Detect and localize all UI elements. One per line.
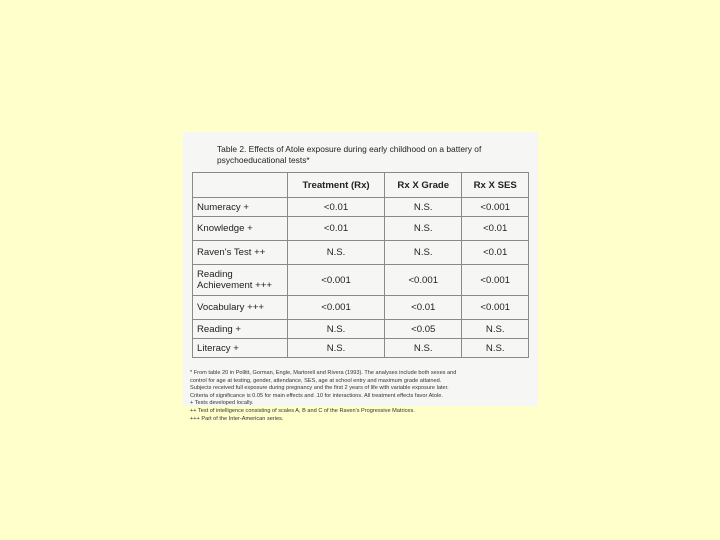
caption-line-1: Table 2. Effects of Atole exposure during early childhood on a battery of <box>217 144 482 154</box>
footnote-line: +++ Part of the Inter-American series. <box>190 415 284 422</box>
table-row <box>193 198 529 217</box>
table-row <box>193 241 529 265</box>
treatment-value: N.S. <box>288 339 385 358</box>
caption-line-2: psychoeducational tests* <box>217 155 310 165</box>
header-empty <box>193 173 288 198</box>
header-rx-ses: Rx X SES <box>462 173 529 198</box>
table-row <box>193 320 529 339</box>
footnote-line: + Tests developed locally. <box>190 400 254 407</box>
results-table <box>192 172 529 358</box>
row-label: Literacy + <box>193 339 288 358</box>
ses-value: <0.001 <box>462 198 529 217</box>
table-image <box>183 132 538 422</box>
treatment-value: N.S. <box>288 241 385 265</box>
ses-value: <0.001 <box>462 296 529 320</box>
table-caption <box>217 144 535 166</box>
ses-value: <0.01 <box>462 217 529 241</box>
grade-value: <0.05 <box>385 320 462 339</box>
ses-value: N.S. <box>462 339 529 358</box>
ses-value: <0.001 <box>462 265 529 296</box>
header-row <box>193 173 529 198</box>
treatment-value: N.S. <box>288 320 385 339</box>
table-row <box>193 217 529 241</box>
row-label: Numeracy + <box>193 198 288 217</box>
treatment-value: <0.01 <box>288 217 385 241</box>
ses-value: <0.01 <box>462 241 529 265</box>
grade-value: <0.01 <box>385 296 462 320</box>
grade-value: <0.001 <box>385 265 462 296</box>
footnote-line: control for age at testing, gender, attendance, SES, age at school entry and maximum grade attained. <box>190 377 442 384</box>
treatment-value: <0.001 <box>288 296 385 320</box>
row-label: Vocabulary +++ <box>193 296 288 320</box>
treatment-value: <0.001 <box>288 265 385 296</box>
table-row <box>193 339 529 358</box>
grade-value: N.S. <box>385 217 462 241</box>
header-rx-grade: Rx X Grade <box>385 173 462 198</box>
treatment-value: <0.01 <box>288 198 385 217</box>
footnote-line: Criteria of significance is 0.05 for main effects and .10 for interactions. All treatment effects favor Atole. <box>190 392 443 399</box>
header-treatment: Treatment (Rx) <box>288 173 385 198</box>
row-label: Knowledge + <box>193 217 288 241</box>
row-label: Reading Achievement +++ <box>193 265 288 296</box>
footnote-line: * From table 20 in Pollitt, Gorman, Engle, Martorell and Rivera (1993). The analyses include both sexes and <box>190 370 457 376</box>
table-row <box>193 296 529 320</box>
table-footnotes <box>190 370 535 423</box>
grade-value: N.S. <box>385 241 462 265</box>
grade-value: N.S. <box>385 198 462 217</box>
ses-value: N.S. <box>462 320 529 339</box>
footnote-line: ++ Test of intelligence consisting of scales A, B and C of the Raven's Progressive Matrices. <box>190 407 415 414</box>
footnote-line: Subjects received full exposure during pregnancy and the first 2 years of life with variable exposure later. <box>190 385 449 392</box>
row-label: Raven's Test ++ <box>193 241 288 265</box>
table-row <box>193 265 529 296</box>
grade-value: N.S. <box>385 339 462 358</box>
row-label: Reading + <box>193 320 288 339</box>
